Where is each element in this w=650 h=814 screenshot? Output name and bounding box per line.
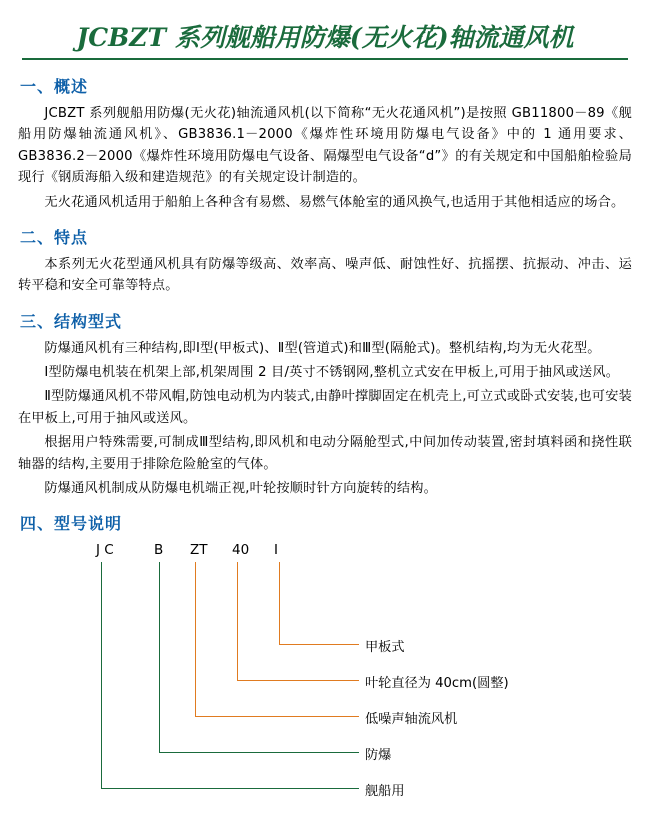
paragraph: JCBZT 系列舰船用防爆(无火花)轴流通风机(以下简称“无火花通风机”)是按照 GB11800－89《舰船用防爆轴流通风机》、GB3836.1－2000《爆炸性环境用防爆电气设备》中的 1 通用要求、GB3836.2－2000《爆炸性环境用防爆电气设备、隔爆型电气设备“d”》的有关规定和中国船舶检验局现行《钢质海船入级和建造规范》的有关规定设计制造的。 bbox=[18, 106, 632, 186]
leader-line-zt-h bbox=[195, 716, 359, 717]
leader-line-type bbox=[279, 562, 280, 644]
model-code-segment-type: Ⅰ bbox=[274, 542, 278, 559]
leader-line-b-h bbox=[159, 752, 359, 753]
paragraph: 防爆通风机制成从防爆电机端正视,叶轮按顺时针方向旋转的结构。 bbox=[44, 480, 438, 496]
leader-line-b bbox=[159, 562, 160, 752]
paragraph: Ⅱ型防爆通风机不带风帽,防蚀电动机为内装式,由静叶撑脚固定在机壳上,可立式或卧式安装,也可安装在甲板上,可用于抽风或送风。 bbox=[18, 389, 632, 426]
leader-line-jc-h bbox=[101, 788, 359, 789]
model-code-segment-b: B bbox=[154, 542, 164, 559]
leader-line-40-h bbox=[237, 680, 359, 681]
paragraph: Ⅰ型防爆电机装在机架上部,机架周围 2 目/英寸不锈钢网,整机立式安在甲板上,可用于抽风或送风。 bbox=[44, 365, 620, 380]
model-code-desc-type: 甲板式 bbox=[365, 640, 405, 656]
model-code-desc-zt: 低噪声轴流风机 bbox=[365, 712, 458, 728]
paragraph: 本系列无火花型通风机具有防爆等级高、效率高、噪声低、耐蚀性好、抗摇摆、抗振动、冲击、运转平稳和安全可靠等特点。 bbox=[18, 256, 632, 294]
paragraph: 根据用户特殊需要,可制成Ⅲ型结构,即风机和电动分隔舱型式,中间加传动装置,密封填料函和挠性联轴器的结构,主要用于排除危险舱室的气体。 bbox=[18, 435, 632, 472]
leader-line-zt bbox=[195, 562, 196, 716]
model-code-segment-zt: ZT bbox=[190, 542, 208, 559]
model-code-desc-jc: 舰船用 bbox=[365, 784, 405, 800]
paragraph: 防爆通风机有三种结构,即Ⅰ型(甲板式)、Ⅱ型(管道式)和Ⅲ型(隔舱式)。整机结构,均为无火花型。 bbox=[44, 340, 601, 356]
model-code-desc-40: 叶轮直径为 40cm(圆整) bbox=[365, 676, 509, 692]
section-heading-structure: 三、结构型式 bbox=[20, 311, 123, 331]
section-heading-features: 二、特点 bbox=[20, 227, 89, 247]
page-title: JCBZT 系列舰船用防爆(无火花)轴流通风机 bbox=[76, 23, 574, 52]
section-heading-model-designation: 四、型号说明 bbox=[20, 514, 123, 534]
leader-line-type-h bbox=[279, 644, 359, 645]
model-code-desc-b: 防爆 bbox=[365, 748, 392, 764]
leader-line-40 bbox=[237, 562, 238, 680]
section-heading-overview: 一、概述 bbox=[20, 77, 89, 96]
model-code-diagram bbox=[18, 540, 632, 808]
model-code-segment-40: 40 bbox=[232, 542, 250, 559]
leader-line-jc bbox=[101, 562, 102, 788]
model-code-segment-jc: J C bbox=[96, 542, 114, 559]
title-divider bbox=[22, 58, 628, 60]
paragraph: 无火花通风机适用于船舶上各种含有易燃、易燃气体舱室的通风换气,也适用于其他相适应的场合。 bbox=[44, 194, 625, 210]
